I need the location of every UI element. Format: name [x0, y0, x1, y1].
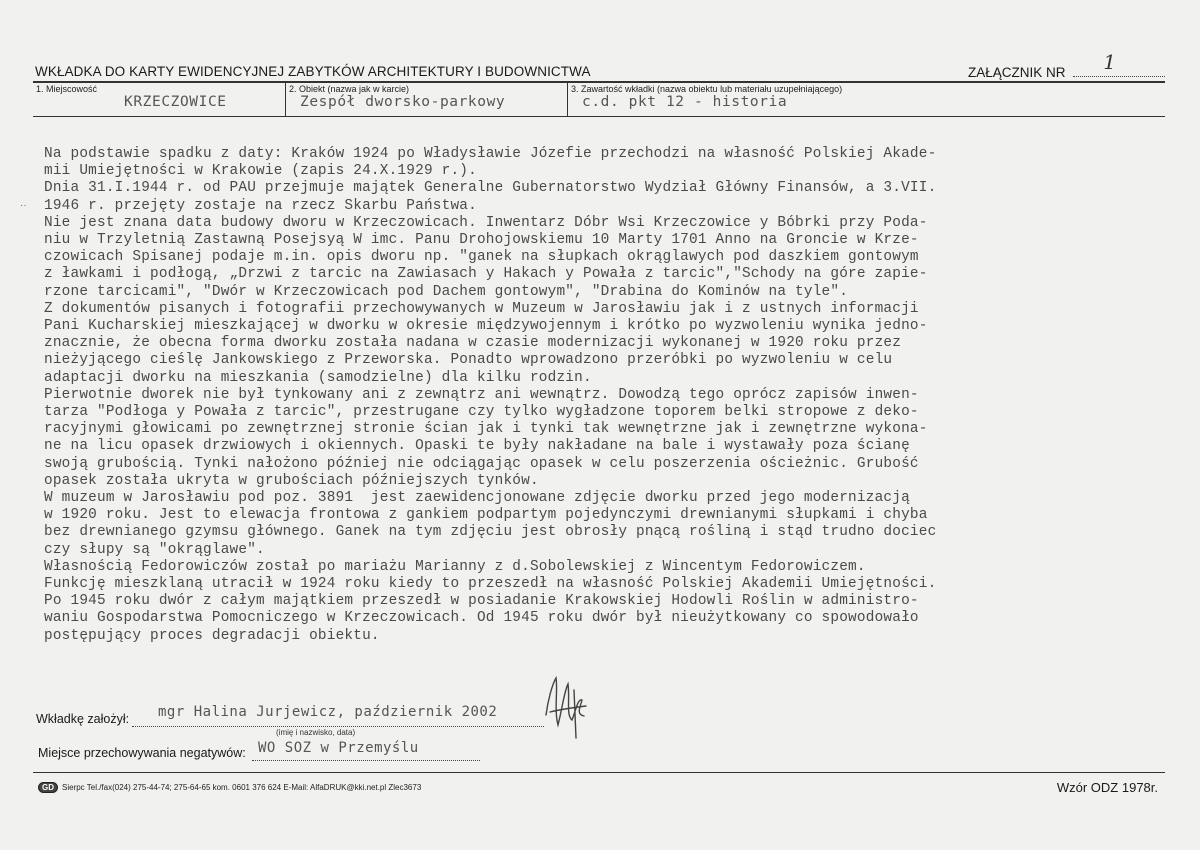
object-value: Zespół dworsko-parkowy: [300, 94, 506, 110]
text-line: Nie jest znana data budowy dworu w Krzeczowicach. Inwentarz Dóbr Wsi Krzeczowice y Bóbrki przy Poda-: [44, 214, 928, 231]
header-top-rule: [33, 81, 1165, 83]
text-line: znacznie, że obecna forma dworku została nadana w czasie modernizacji wykonanej w 1920 roku przez: [44, 335, 902, 352]
form-version: Wzór ODZ 1978r.: [1056, 780, 1158, 795]
printer-text: Sierpc Tel./fax(024) 275-44-74; 275-64-65 kom. 0601 376 624 E-Mail: AlfaDRUK@kki.net.pl Zlec3673: [62, 783, 422, 792]
field-divider-2: [567, 81, 568, 117]
text-line: adaptacji dworku na mieszkania (samodzielne) dla kilku rodzin.: [44, 369, 592, 386]
text-line: swoją grubością. Tynki nałożono później nie odciągając opasek w celu poszerzenia ościeżnic. Grubość: [44, 455, 919, 472]
storage-value: WO SOZ w Przemyślu: [258, 740, 419, 756]
content-value: c.d. pkt 12 - historia: [582, 94, 788, 110]
place-value: KRZECZOWICE: [124, 94, 227, 110]
storage-label: Miejsce przechowywania negatywów:: [38, 746, 246, 760]
object-label: 2. Obiekt (nazwa jak w karcie): [289, 84, 410, 94]
text-line: rzone tarcicami", "Dwór w Krzeczowicach pod Dachem gontowym", "Drabina do Kominów na tyle".: [44, 283, 849, 300]
text-line: opasek została ukryta w grubościach późniejszych tynków.: [44, 472, 539, 489]
author-value: mgr Halina Jurjewicz, październik 2002: [158, 704, 498, 720]
content-label: 3. Zawartość wkładki (nazwa obiektu lub materiału uzupełniającego): [571, 84, 843, 94]
printer-logo: GD: [38, 782, 58, 793]
text-line: postępujący proces degradacji obiektu.: [44, 627, 380, 644]
text-line: nieżyjącego cieślę Jankowskiego z Przeworska. Ponadto wprowadzono przeróbki po wyzwoleniu w celu: [44, 352, 893, 369]
text-line: Na podstawie spadku z daty: Kraków 1924 po Władysławie Józefie przechodzi na własność Polskiej Akade-: [44, 146, 937, 162]
text-line: Pani Kucharskiej mieszkającej w dworku w okresie międzywojennym i krótko po wyzwoleniu wynika jedno-: [44, 318, 928, 335]
text-line: racyjnymi głowicami po zewnętrznej stronie ścian jak i tynki tak wewnętrzne jak i zewnętrzne wykona-: [44, 421, 928, 438]
text-line: z ławkami i podłogą, „Drzwi z tarcic na Zawiasach y Hakach y Powała z tarcic","Schody na góre zapie-: [44, 266, 928, 283]
text-line: Dnia 31.I.1944 r. od PAU przejmuje majątek Generalne Gubernatorstwo Wydział Główny Finansów, a 3.VII.: [44, 180, 937, 197]
author-dotline: [132, 725, 544, 727]
history-text: [44, 146, 1084, 645]
footer-rule: [33, 772, 1165, 773]
text-line: tarza "Podłoga y Powała z tarcic", przestrugane czy tylko wygładzone toporem belki stropowe z deko-: [44, 404, 919, 421]
form-title: WKŁADKA DO KARTY EWIDENCYJNEJ ZABYTKÓW ARCHITEKTURY I BUDOWNICTWA: [35, 64, 591, 79]
header-bottom-rule: [33, 116, 1165, 117]
text-line: czy słupy są "okrąglawe".: [44, 541, 265, 558]
annex-label-group: [968, 50, 1165, 80]
text-line: ne na licu opasek drzwiowych i okiennych. Opaski te były nakładane na bale i wystawały poza ścianę: [44, 438, 910, 455]
text-line: Funkcję mieszklaną utracił w 1924 roku kiedy to przeszedł na własność Polskiej Akademii Umiejętności.: [44, 576, 937, 593]
text-line: 1946 r. przejęty zostaje na rzecz Skarbu Państwa.: [44, 197, 477, 214]
text-line: w 1920 roku. Jest to elewacja frontowa z gankiem podpartym pojedynczymi drewnianymi słupkami i chyba: [44, 507, 928, 524]
author-note: (imię i nazwisko, data): [276, 728, 356, 737]
text-line: waniu Gospodarstwa Pomocniczego w Krzeczowicach. Od 1945 roku dwór był nieużytkowany co spowodowało: [44, 610, 919, 627]
text-line: niu w Trzyletnią Zastawną Posejsyą W imc. Panu Drohojowskiemu 10 Marty 1701 Anno na Groncie w Krze-: [44, 232, 919, 249]
margin-dots: ··: [20, 200, 27, 211]
field-divider-1: [285, 81, 286, 117]
text-line: czowicach Spisanej podaje m.in. opis dworu np. "ganek na słupkach okrąglawych pod daszkiem gontowym: [44, 249, 919, 266]
text-line: W muzeum w Jarosławiu pod poz. 3891 jest zaewidencjonowane zdjęcie dworku przed jego modernizacją: [44, 490, 910, 507]
text-line: Własnością Fedorowiczów został po mariażu Marianny z d.Sobolewskiej z Wincentym Fedorowiczem.: [44, 558, 866, 575]
printer-info: [38, 782, 421, 793]
text-line: Pierwotnie dworek nie był tynkowany ani z zewnątrz ani wewnątrz. Dowodzą tego oprócz zapisów inwen-: [44, 386, 919, 403]
text-line: bez drewnianego gzymsu głównego. Ganek na tym zdjęciu jest obrosły pnącą rośliną i stąd trudno dociec: [44, 524, 937, 541]
annex-number: 1: [1103, 50, 1117, 74]
text-line: mii Umiejętności w Krakowie (zapis 24.X.1929 r.).: [44, 163, 477, 180]
author-label: Wkładkę założył:: [36, 712, 130, 726]
annex-number-field: [1073, 50, 1165, 77]
storage-dotline: [252, 759, 480, 761]
text-line: Po 1945 roku dwór z całym majątkiem przeszedł w posiadanie Krakowskiej Hodowli Roślin w administro-: [44, 593, 919, 610]
signature-image: [536, 670, 596, 740]
place-label: 1. Miejscowość: [36, 84, 98, 94]
annex-label: ZAŁĄCZNIK NR: [968, 65, 1066, 80]
text-line: Z dokumentów pisanych i fotografii przechowywanych w Muzeum w Jarosławiu jak i z ustnych informacji: [44, 300, 919, 317]
